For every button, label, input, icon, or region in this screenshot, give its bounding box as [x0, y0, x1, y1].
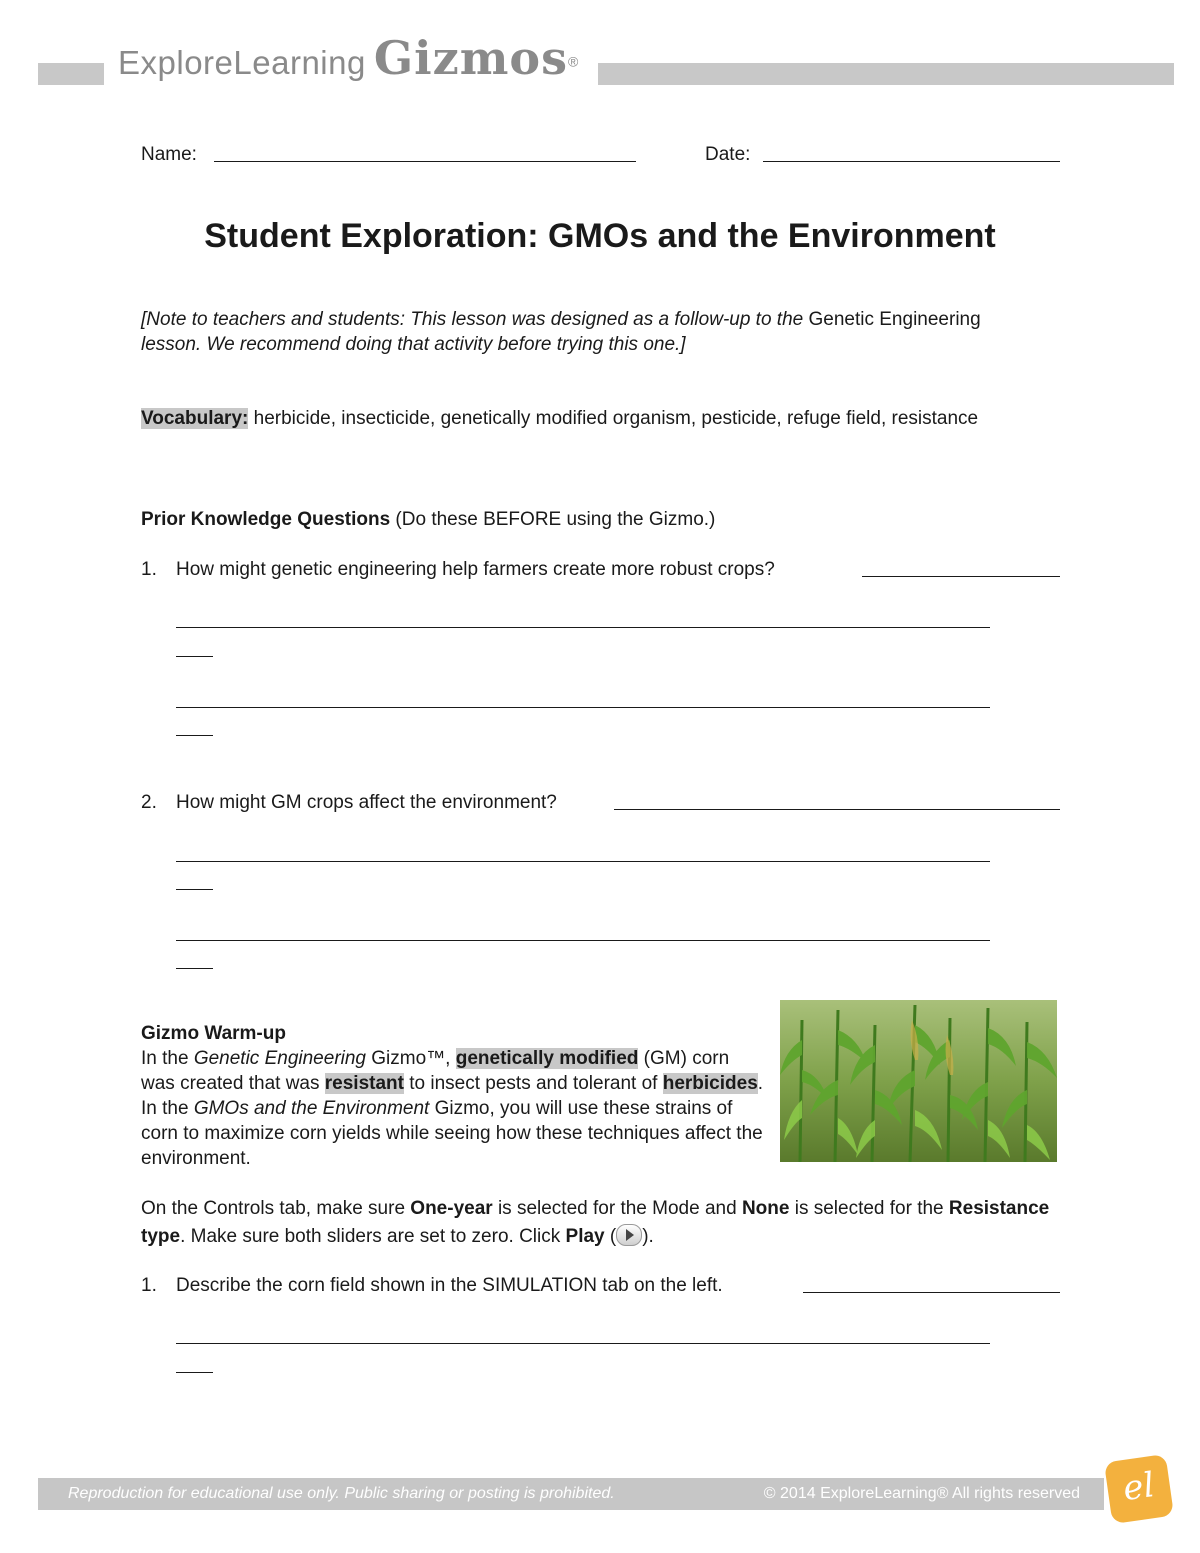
controls-c5: is selected for the: [789, 1198, 949, 1219]
play-icon: [616, 1224, 642, 1246]
vocabulary: [141, 406, 1021, 431]
date-field[interactable]: [763, 161, 1060, 162]
note-part2: Genetic Engineering: [808, 309, 981, 330]
warmup-intro: [141, 1046, 766, 1171]
prior-q2-answer-line[interactable]: [176, 889, 213, 890]
warmup-q1-answer-line[interactable]: [803, 1292, 1060, 1293]
footer-rights: © 2014 ExploreLearning® All rights reserved: [763, 1485, 1080, 1502]
name-field[interactable]: [214, 161, 636, 162]
controls-c7: . Make sure both sliders are set to zero. Click: [180, 1226, 566, 1247]
header-bar-left: [38, 63, 104, 85]
prior-q1-answer-line[interactable]: [176, 735, 213, 736]
controls-instructions: [141, 1195, 1071, 1251]
warmup-q1-text: Describe the corn field shown in the SIMULATION tab on the left.: [176, 1275, 723, 1296]
warmup-t7: to insect pests and tolerant of: [403, 1073, 663, 1094]
resistance-type-label: Resistance type: [141, 1198, 1050, 1247]
header-bar-right: [598, 63, 1174, 85]
controls-c10: ).: [642, 1226, 654, 1247]
warmup-t9: . In the: [141, 1073, 764, 1119]
mode-one-year: One-year: [410, 1198, 493, 1219]
brand-explore: ExploreLearning: [118, 44, 366, 81]
term-genetically-modified: genetically modified: [455, 1048, 639, 1069]
date-label: Date:: [705, 144, 751, 165]
prior-q2-answer-line[interactable]: [176, 861, 990, 862]
prior-q1-number: 1.: [141, 559, 157, 580]
play-label: Play: [565, 1226, 605, 1247]
warmup-heading: Gizmo Warm-up: [141, 1023, 286, 1044]
prior-q1-answer-line[interactable]: [176, 707, 990, 708]
prior-q1-answer-line[interactable]: [176, 656, 213, 657]
prior-q2-number: 2.: [141, 792, 157, 813]
warmup-q1-number: 1.: [141, 1275, 157, 1296]
controls-c1: On the Controls tab, make sure: [141, 1198, 411, 1219]
term-herbicides: herbicides: [662, 1073, 758, 1094]
warmup-t3: Gizmo™,: [366, 1048, 456, 1069]
prior-q1-answer-line[interactable]: [862, 576, 1060, 577]
warmup-t10: GMOs and the Environment: [193, 1098, 430, 1119]
controls-c3: is selected for the Mode and: [492, 1198, 742, 1219]
vocabulary-label: Vocabulary:: [141, 408, 249, 429]
explorelearning-el-logo: el: [1104, 1454, 1174, 1524]
name-label: Name:: [141, 144, 197, 165]
prior-q1-answer-line[interactable]: [176, 627, 990, 628]
prior-q2-text: How might GM crops affect the environment?: [176, 792, 557, 813]
prior-heading: Prior Knowledge Questions: [141, 509, 391, 530]
warmup-q1-answer-line[interactable]: [176, 1343, 990, 1344]
prior-q2-answer-line[interactable]: [614, 809, 1060, 810]
page-title: Student Exploration: GMOs and the Environment: [204, 217, 996, 255]
footer-copyright-notice: Reproduction for educational use only. Public sharing or posting is prohibited.: [68, 1485, 615, 1502]
vocabulary-text: herbicide, insecticide, genetically modified organism, pesticide, refuge field, resistance: [248, 408, 979, 429]
warmup-t2: Genetic Engineering: [193, 1048, 366, 1069]
brand-gizmos: Gizmos: [373, 31, 568, 85]
footer-bar: [38, 1478, 1104, 1510]
corn-field-image: [780, 1000, 1057, 1162]
controls-c9: (: [604, 1226, 617, 1247]
warmup-t1: In the: [141, 1048, 194, 1069]
prior-knowledge-heading: [141, 507, 1041, 532]
note-part1: [Note to teachers and students: This lesson was designed as a follow-up to the: [141, 309, 809, 330]
term-resistant: resistant: [324, 1073, 404, 1094]
resistance-none: None: [741, 1198, 790, 1219]
prior-q2-answer-line[interactable]: [176, 940, 990, 941]
teacher-note: [141, 307, 1011, 357]
warmup-q1-answer-line[interactable]: [176, 1372, 213, 1373]
explorelearning-gizmos-logo: [118, 31, 579, 85]
prior-q2-answer-line[interactable]: [176, 968, 213, 969]
warmup-t11: Gizmo, you will use these strains of corn to maximize corn yields while seeing how these techniques affect the environment.: [141, 1098, 763, 1169]
prior-subheading: (Do these BEFORE using the Gizmo.): [390, 509, 716, 530]
brand-reg: ®: [567, 53, 579, 70]
warmup-t5: (GM) corn was created that was: [141, 1048, 730, 1094]
note-part3: lesson. We recommend doing that activity before trying this one.]: [141, 334, 686, 355]
prior-q1-text: How might genetic engineering help farmers create more robust crops?: [176, 559, 775, 580]
